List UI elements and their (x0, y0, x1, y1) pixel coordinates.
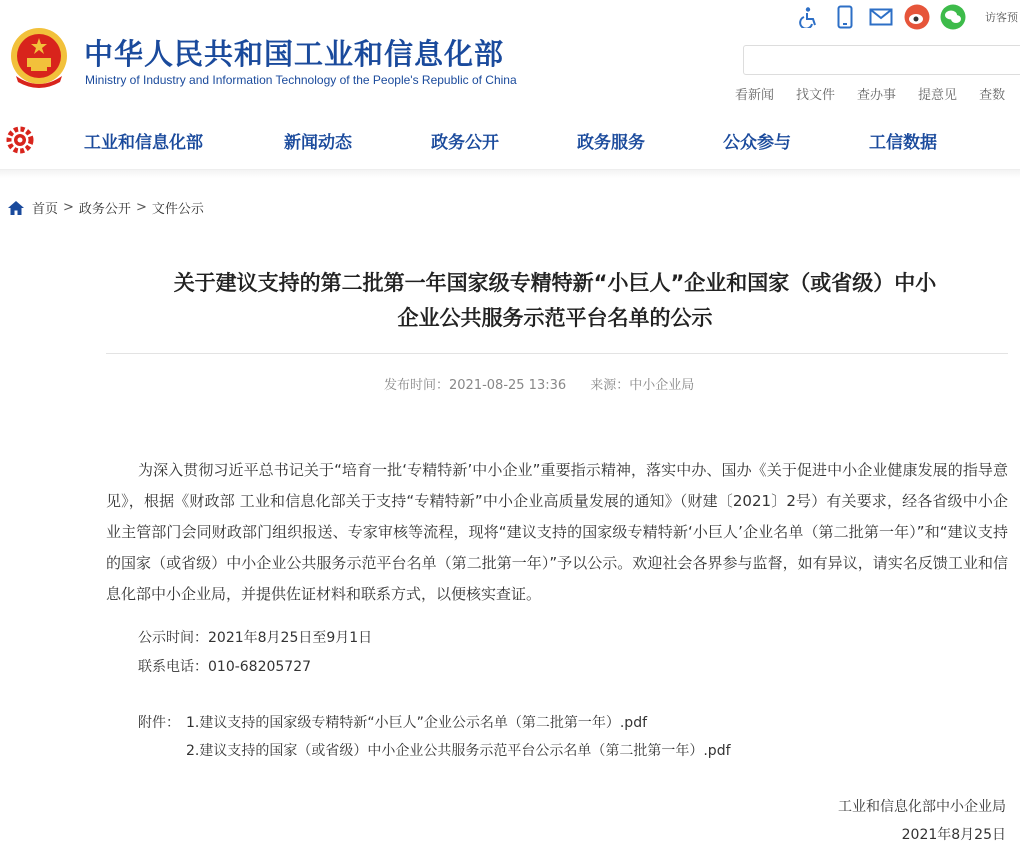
notice-period: 公示时间：2021年8月25日至9月1日 (138, 630, 373, 646)
article-body: 为深入贯彻习近平总书记关于“培育一批‘专精特新’中小企业”重要指示精神，落实中办、国办《关于促进中小企业健康发展的指导意见》，根据《财政部 工业和信息化部关于支持“专精特新”中小企业高质量发展的通知》（财建〔2021〕2号）有关要求，经各省级中小企业主管部门会同财政部门组织报送、专家审核等流程，现将“建议支持的国家级专精特新‘小巨人’企业名单（第二批第一年）”和“建议支持的国家（或省级）中小企业公共服务示范平台名单（第二批第一年）”予以公示。欢迎社会各界参与监督，如有异议，请实名反馈工业和信息化部中小企业局，并提供佐证材料和联系方式，以便核实查证。 (106, 461, 1008, 603)
breadcrumb-gov-affairs[interactable]: 政务公开 (78, 202, 131, 217)
top-icon-bar (796, 4, 976, 30)
article-meta (384, 374, 714, 393)
mail-icon[interactable] (868, 4, 894, 30)
mobile-icon[interactable] (832, 4, 858, 30)
breadcrumb-file-notice[interactable]: 文件公示 (151, 202, 204, 217)
article-title-line-2: 企业公共服务示范平台名单的公示 (397, 306, 713, 330)
breadcrumb-separator: > (63, 200, 74, 215)
site-subtitle-english: Ministry of Industry and Information Technology of the People's Republic of China (85, 73, 517, 87)
nav-item-gov-affairs[interactable]: 政务公开 (431, 133, 499, 153)
visitor-link[interactable]: 访客预 (985, 11, 1018, 24)
article-title-line-1: 关于建议支持的第二批第一年国家级专精特新“小巨人”企业和国家（或省级）中小 (173, 271, 937, 295)
nav-item-public-participation[interactable]: 公众参与 (723, 133, 791, 153)
attachment-link-1[interactable]: 1.建议支持的国家级专精特新“小巨人”企业公示名单（第二批第一年）.pdf (186, 715, 648, 731)
quick-link-news[interactable]: 看新闻 (735, 88, 775, 103)
quick-link-data[interactable]: 查数 (979, 88, 1006, 103)
gear-logo-icon[interactable] (4, 124, 36, 156)
nav-item-data[interactable]: 工信数据 (869, 133, 937, 153)
article-source: 来源：中小企业局 (590, 378, 695, 393)
contact-phone: 联系电话：010-68205727 (138, 659, 312, 675)
nav-divider (0, 170, 1020, 178)
home-icon[interactable] (8, 201, 24, 215)
breadcrumb-separator: > (135, 200, 147, 215)
title-divider (106, 353, 1008, 354)
search-input[interactable] (743, 45, 1020, 75)
breadcrumb-home[interactable]: 首页 (32, 202, 59, 217)
breadcrumb (8, 198, 204, 217)
publish-time: 发布时间：2021-08-25 13:36 (384, 378, 567, 393)
quick-link-services[interactable]: 查办事 (857, 88, 897, 103)
quick-link-files[interactable]: 找文件 (796, 88, 836, 103)
signature-organization: 工业和信息化部中小企业局 (838, 799, 1006, 815)
wechat-icon[interactable] (940, 4, 966, 30)
weibo-icon[interactable] (904, 4, 930, 30)
article-title (100, 266, 1010, 336)
accessibility-icon[interactable] (796, 4, 822, 30)
attachments-label: 附件： (138, 715, 180, 731)
quick-link-feedback[interactable]: 提意见 (918, 88, 958, 103)
nav-item-gov-services[interactable]: 政务服务 (577, 133, 645, 153)
national-emblem-logo (8, 26, 70, 90)
quick-links (735, 84, 1020, 103)
site-title: 中华人民共和国工业和信息化部 (84, 37, 505, 71)
signature-date: 2021年8月25日 (901, 827, 1006, 843)
nav-item-miit[interactable]: 工业和信息化部 (84, 133, 203, 153)
attachment-link-2[interactable]: 2.建议支持的国家（或省级）中小企业公共服务示范平台公示名单（第二批第一年）.pdf (186, 743, 731, 759)
main-nav (0, 112, 1020, 170)
nav-item-news[interactable]: 新闻动态 (284, 133, 352, 153)
